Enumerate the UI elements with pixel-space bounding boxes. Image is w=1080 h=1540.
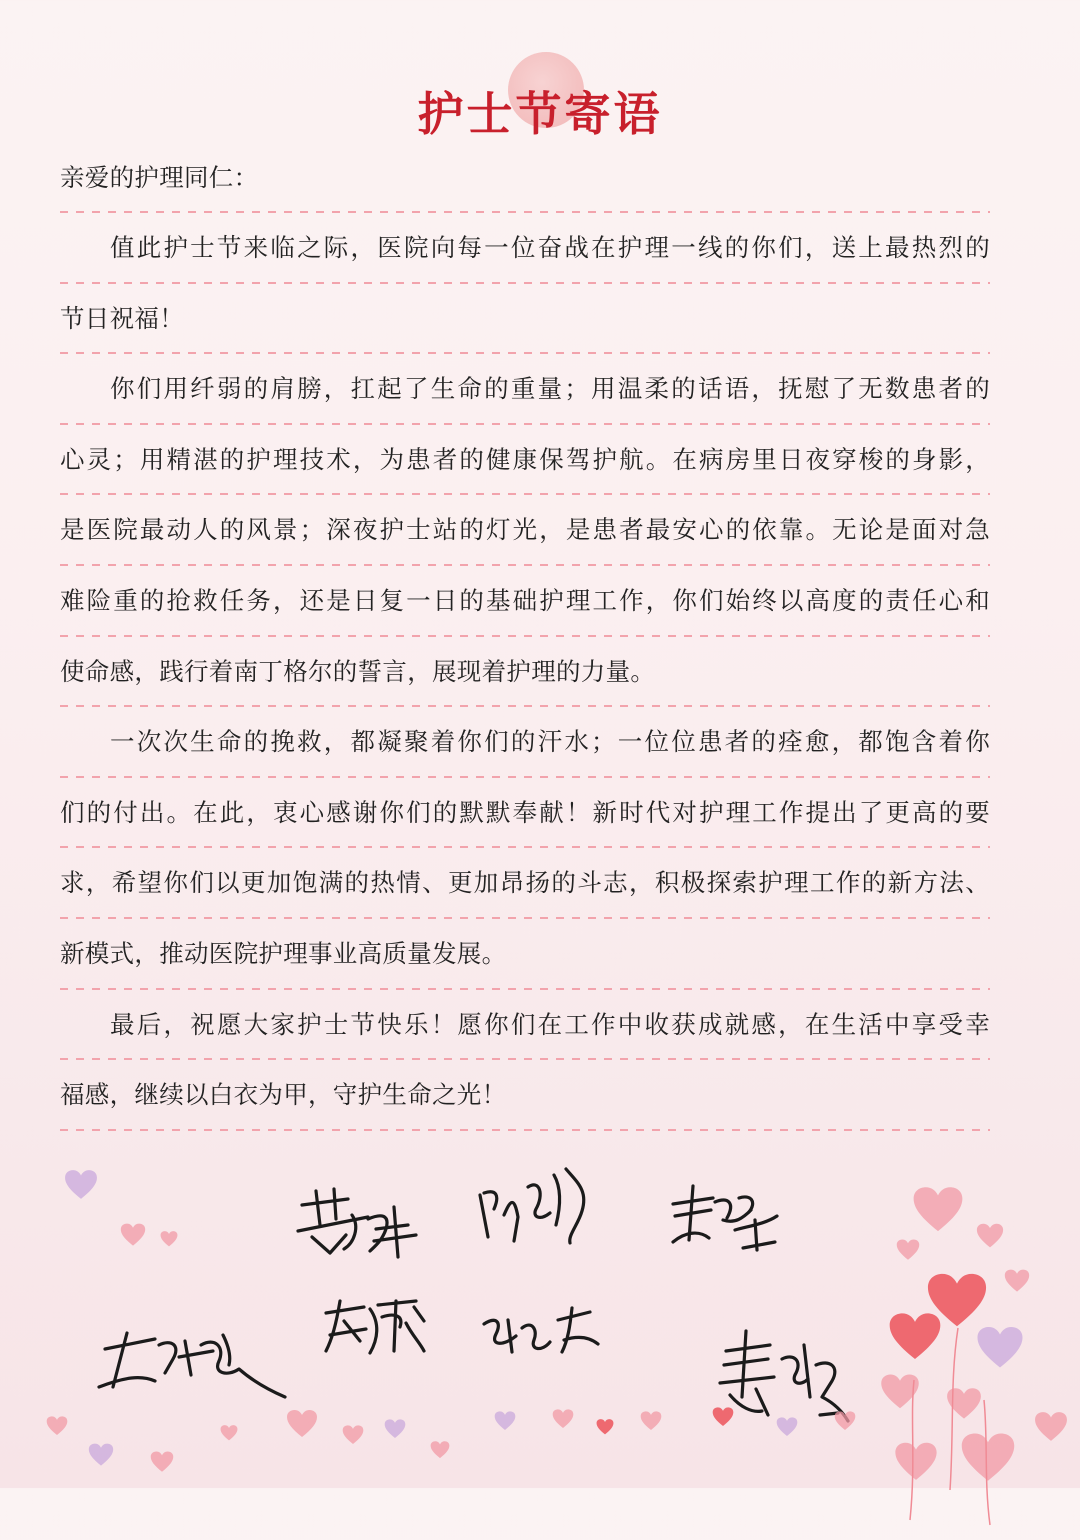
letter-paragraphs bbox=[60, 213, 990, 1131]
heart-icon bbox=[384, 1418, 406, 1440]
heart-icon bbox=[776, 1416, 798, 1438]
signature-3 bbox=[665, 1180, 785, 1260]
signature-5 bbox=[478, 1300, 603, 1360]
letter-body bbox=[60, 145, 990, 1131]
heart-icon bbox=[834, 1410, 856, 1432]
heart-icon bbox=[1004, 1268, 1030, 1294]
letter-salutation: 亲爱的护理同仁： bbox=[60, 145, 990, 213]
heart-icon bbox=[552, 1408, 574, 1430]
letter-line: 福感，继续以白衣为甲，守护生命之光！ bbox=[60, 1060, 990, 1131]
letter-line: 心灵；用精湛的护理技术，为患者的健康保驾护航。在病房里日夜穿梭的身影， bbox=[60, 425, 990, 496]
letter-line: 节日祝福！ bbox=[60, 284, 990, 355]
letter-line: 新模式，推动医院护理事业高质量发展。 bbox=[60, 919, 990, 990]
heart-icon bbox=[286, 1408, 318, 1440]
heart-icon bbox=[220, 1424, 238, 1442]
heart-icon bbox=[976, 1222, 1004, 1250]
signature-6 bbox=[95, 1325, 290, 1405]
title-area bbox=[0, 40, 1080, 150]
signature-area bbox=[0, 1150, 1080, 1488]
heart-icon bbox=[46, 1415, 68, 1437]
heart-icon bbox=[120, 1222, 146, 1248]
signature-1 bbox=[290, 1185, 420, 1260]
signature-4 bbox=[320, 1295, 430, 1360]
heart-icon bbox=[712, 1406, 734, 1428]
letter-line: 难险重的抢救任务，还是日复一日的基础护理工作，你们始终以高度的责任心和 bbox=[60, 566, 990, 637]
letter-line: 使命感，践行着南丁格尔的誓言，展现着护理的力量。 bbox=[60, 637, 990, 708]
letter-line: 求，希望你们以更加饱满的热情、更加昂扬的斗志，积极探索护理工作的新方法、 bbox=[60, 848, 990, 919]
heart-icon bbox=[150, 1450, 174, 1474]
heart-icon bbox=[88, 1442, 114, 1468]
heart-icon bbox=[494, 1410, 516, 1432]
letter-line: 值此护士节来临之际，医院向每一位奋战在护理一线的你们，送上最热烈的 bbox=[60, 213, 990, 284]
heart-icon bbox=[640, 1410, 662, 1432]
heart-icon bbox=[912, 1184, 964, 1236]
heart-icon bbox=[64, 1168, 98, 1202]
heart-icon bbox=[342, 1424, 364, 1446]
heart-icon bbox=[160, 1230, 178, 1248]
letter-line: 最后，祝愿大家护士节快乐！愿你们在工作中收获成就感，在生活中享受幸 bbox=[60, 990, 990, 1061]
letter-line: 一次次生命的挽救，都凝聚着你们的汗水；一位位患者的痊愈，都饱含着你 bbox=[60, 707, 990, 778]
heart-icon bbox=[430, 1440, 450, 1460]
letter-line: 你们用纤弱的肩膀，扛起了生命的重量；用温柔的话语，抚慰了无数患者的 bbox=[60, 354, 990, 425]
page-title: 护士节寄语 bbox=[417, 87, 663, 141]
balloon-strings bbox=[880, 1320, 1080, 1540]
letter-line: 们的付出。在此，衷心感谢你们的默默奉献！新时代对护理工作提出了更高的要 bbox=[60, 778, 990, 849]
signature-2 bbox=[470, 1165, 605, 1250]
heart-icon bbox=[896, 1238, 920, 1262]
heart-icon bbox=[596, 1418, 614, 1436]
letter-line: 是医院最动人的风景；深夜护士站的灯光，是患者最安心的依靠。无论是面对急 bbox=[60, 495, 990, 566]
